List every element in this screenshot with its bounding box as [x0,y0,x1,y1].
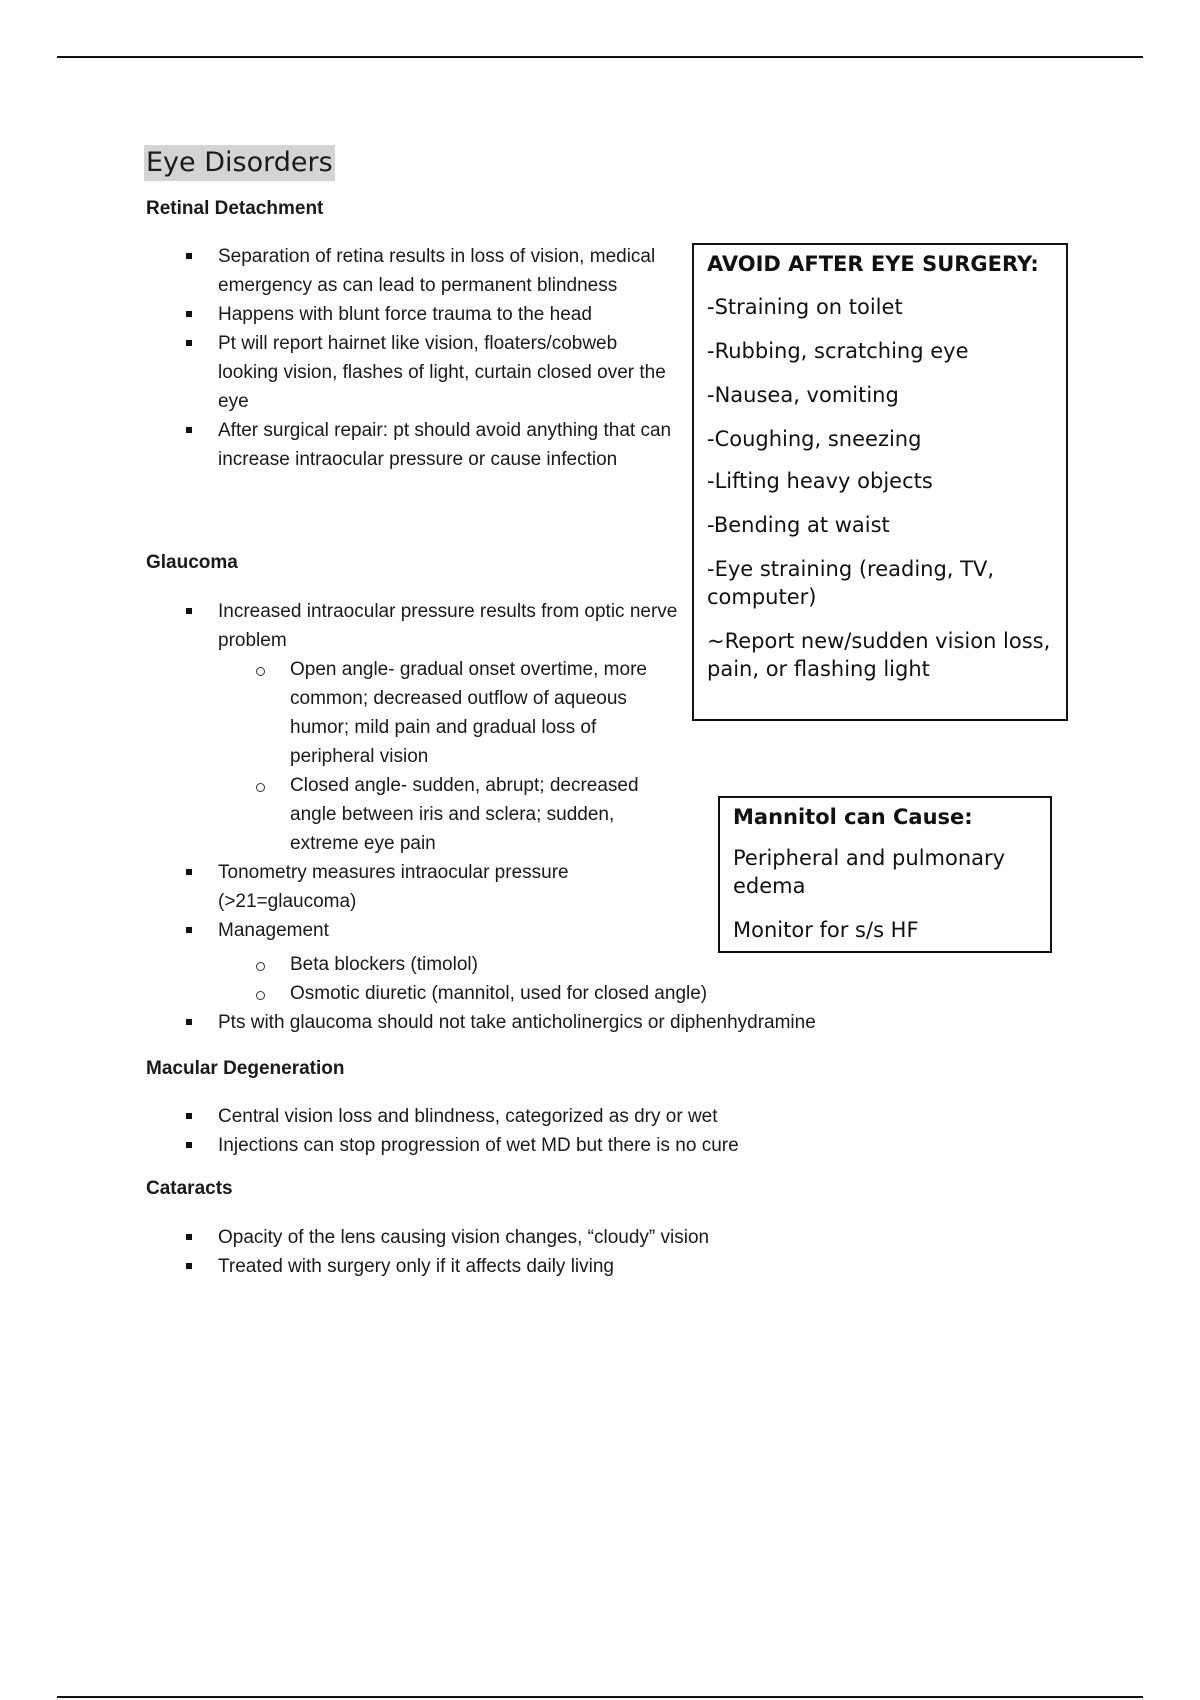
list-item: Management [146,916,680,945]
list-item: Increased intraocular pressure results from optic nerve problem [146,597,680,655]
list-item: Injections can stop progression of wet MD but there is no cure [146,1131,1046,1160]
glaucoma-list-a [146,597,680,945]
avoid-item: ~Report new/sudden vision loss, pain, or flashing light [707,629,1051,681]
avoid-item: -Rubbing, scratching eye [707,339,969,363]
mannitol-box-title: Mannitol can Cause: [733,805,973,829]
avoid-item: -Bending at waist [707,513,890,537]
avoid-item: -Coughing, sneezing [707,427,922,451]
mannitol-box [718,796,1052,953]
heading-macular-degeneration: Macular Degeneration [146,1058,345,1079]
mannitol-item: Peripheral and pulmonary edema [733,846,1006,898]
retinal-list [146,242,680,474]
macular-list [146,1102,1046,1160]
avoid-box-title: AVOID AFTER EYE SURGERY: [707,252,1039,276]
list-item: After surgical repair: pt should avoid anything that can increase intraocular pressure or cause infection [146,416,680,474]
avoid-item: -Straining on toilet [707,295,903,319]
list-item: Tonometry measures intraocular pressure (>21=glaucoma) [146,858,680,916]
header-rule [57,56,1143,58]
mannitol-item: Monitor for s/s HF [733,918,919,942]
list-item: Separation of retina results in loss of vision, medical emergency as can lead to permanent blindness [146,242,680,300]
avoid-item: -Nausea, vomiting [707,383,899,407]
glaucoma-list-b [146,950,1046,1037]
list-item: Pt will report hairnet like vision, floaters/cobweb looking vision, flashes of light, curtain closed over the eye [146,329,680,416]
list-subitem: Osmotic diuretic (mannitol, used for closed angle) [146,979,1046,1008]
list-item: Treated with surgery only if it affects daily living [146,1252,1046,1281]
avoid-after-surgery-box [692,243,1068,721]
list-subitem: Open angle- gradual onset overtime, more common; decreased outflow of aqueous humor; mild pain and gradual loss of peripheral vision [146,655,680,771]
cataracts-list [146,1223,1046,1281]
list-item: Happens with blunt force trauma to the head [146,300,680,329]
heading-glaucoma: Glaucoma [146,552,238,573]
heading-retinal-detachment: Retinal Detachment [146,198,324,219]
list-subitem: Closed angle- sudden, abrupt; decreased angle between iris and sclera; sudden, extreme eye pain [146,771,680,858]
avoid-item: -Lifting heavy objects [707,469,933,493]
list-subitem: Beta blockers (timolol) [146,950,1046,979]
list-item: Pts with glaucoma should not take anticholinergics or diphenhydramine [146,1008,1046,1037]
avoid-item: -Eye straining (reading, TV, computer) [707,557,995,609]
footer-rule [57,1696,1143,1698]
heading-cataracts: Cataracts [146,1178,233,1199]
page-title: Eye Disorders [144,145,335,181]
list-item: Central vision loss and blindness, categorized as dry or wet [146,1102,1046,1131]
list-item: Opacity of the lens causing vision changes, “cloudy” vision [146,1223,1046,1252]
